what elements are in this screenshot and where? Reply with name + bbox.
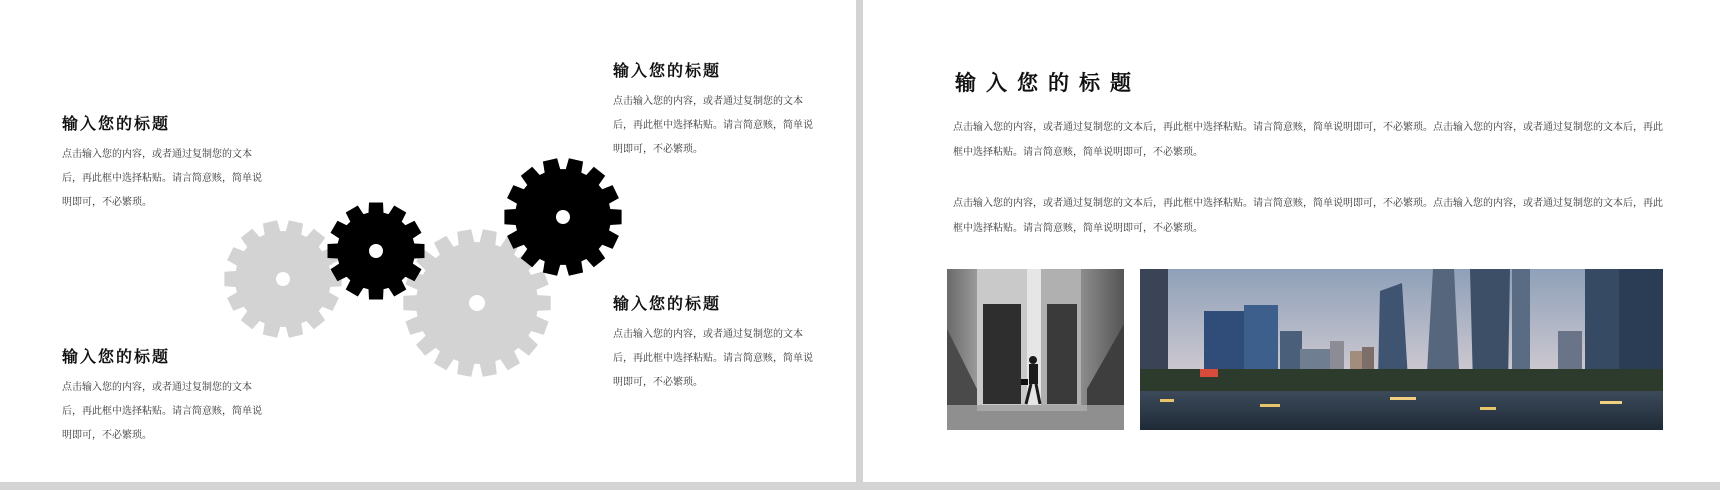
block-text: 点击输入您的内容，或者通过复制您的文本后，再此框中选择粘贴。请言简意赅，简单说明即可，不必繁琐。 xyxy=(62,382,262,441)
block-text: 点击输入您的内容，或者通过复制您的文本后，再此框中选择粘贴。请言简意赅，简单说明即可，不必繁琐。 xyxy=(62,149,262,208)
left-slide xyxy=(0,0,856,482)
block-title: 输入您的标题 xyxy=(613,294,722,313)
city-skyline-photo xyxy=(1140,269,1663,430)
block-text: 点击输入您的内容，或者通过复制您的文本后，再此框中选择粘贴。请言简意赅，简单说明即可，不必繁琐。 xyxy=(613,96,813,155)
paragraph: 点击输入您的内容，或者通过复制您的文本后，再此框中选择粘贴。请言简意赅，简单说明即可，不必繁琐。点击输入您的内容，或者通过复制您的文本后，再此框中选择粘贴。请言简意赅，简单说明即可，不必繁琐。 xyxy=(953,198,1663,234)
paragraph: 点击输入您的内容，或者通过复制您的文本后，再此框中选择粘贴。请言简意赅，简单说明即可，不必繁琐。点击输入您的内容，或者通过复制您的文本后，再此框中选择粘贴。请言简意赅，简单说明即可，不必繁琐。 xyxy=(953,122,1663,158)
gear-icon xyxy=(224,220,341,337)
gear-icon xyxy=(504,158,621,275)
architecture-photo xyxy=(947,269,1124,430)
right-slide xyxy=(863,0,1720,482)
block-title: 输入您的标题 xyxy=(62,114,171,133)
gears-illustration xyxy=(0,0,856,482)
block-title: 输入您的标题 xyxy=(62,347,171,366)
block-text: 点击输入您的内容，或者通过复制您的文本后，再此框中选择粘贴。请言简意赅，简单说明即可，不必繁琐。 xyxy=(613,329,813,388)
block-title: 输入您的标题 xyxy=(613,61,722,80)
slide-title: 输入您的标题 xyxy=(955,71,1141,95)
